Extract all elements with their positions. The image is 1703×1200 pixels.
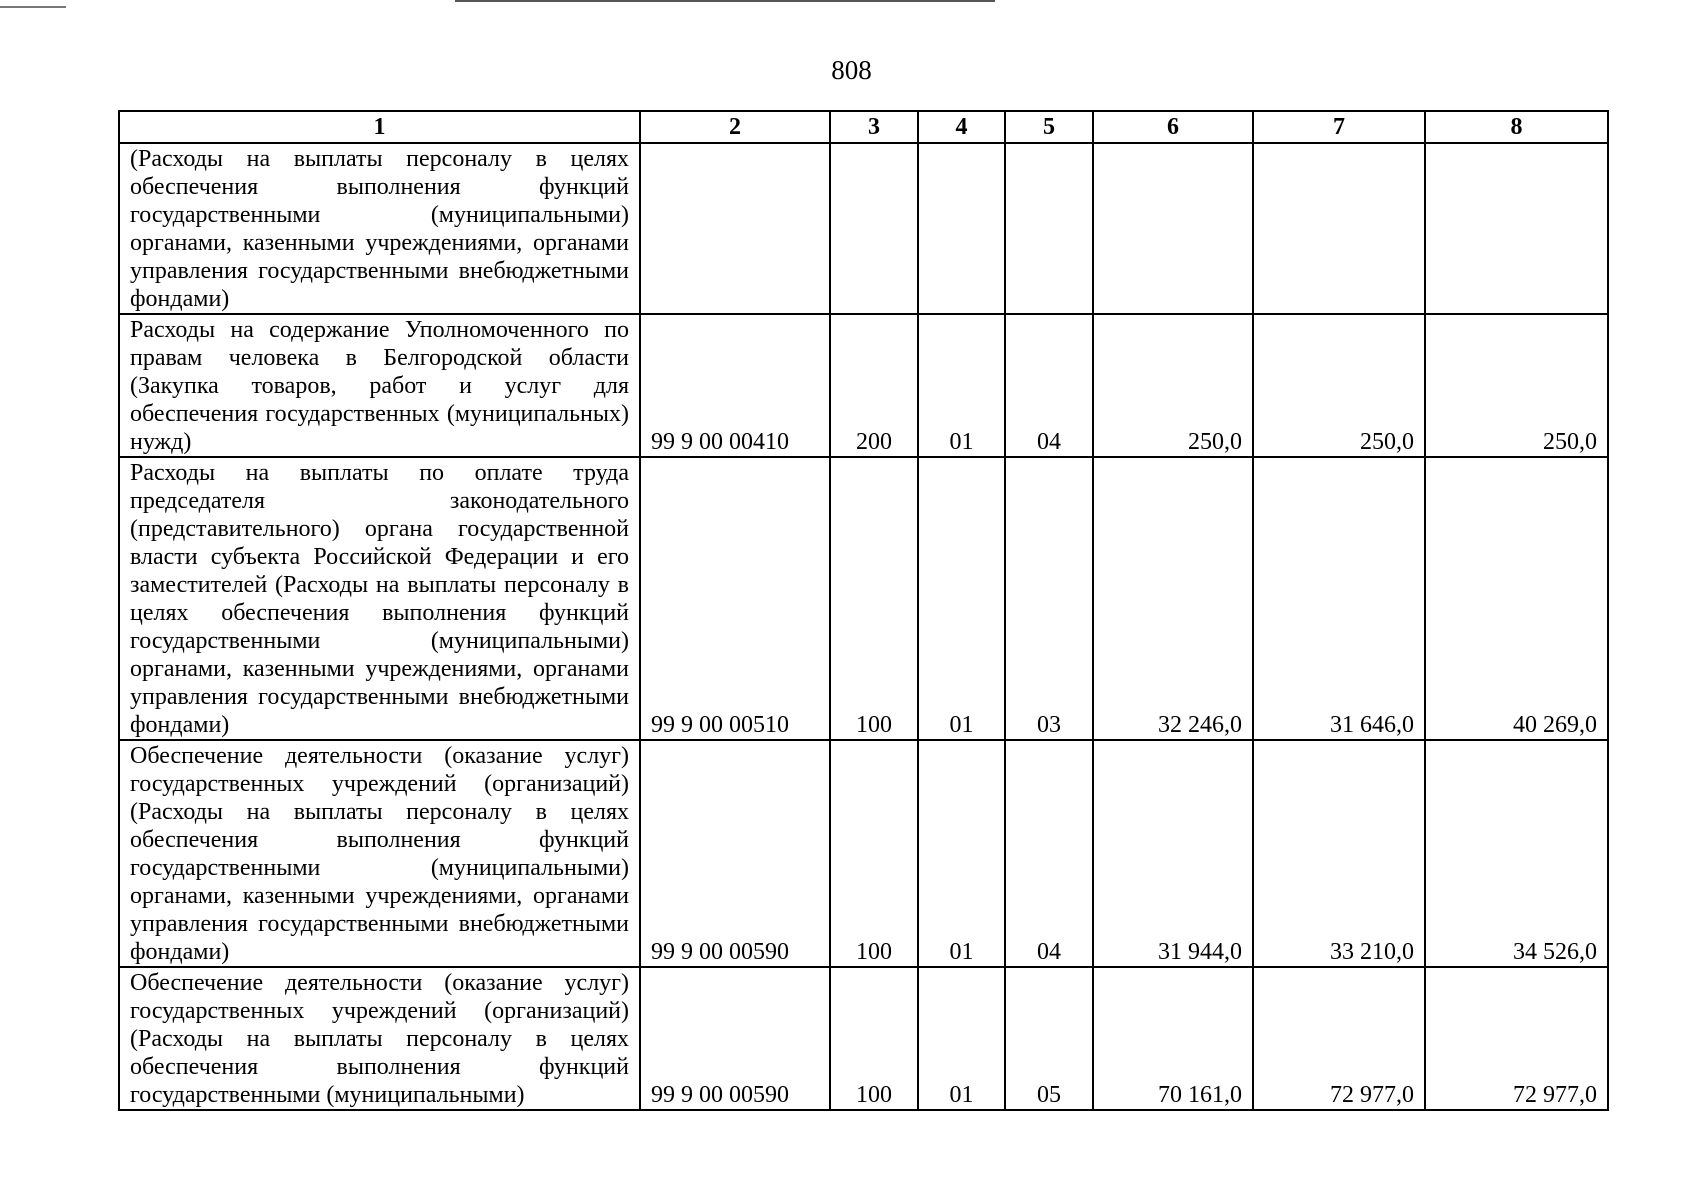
row-description: (Расходы на выплаты персоналу в целях обеспечения выполнения функций государственными (муниципальными) органами, казенными учреждениями, органами управления государственными внебюджетными фондами): [119, 143, 640, 314]
table-row: [119, 967, 1608, 1110]
row-expense-type: 100: [830, 740, 918, 967]
row-amount-col7: 31 646,0: [1253, 457, 1425, 740]
table-row: [119, 457, 1608, 740]
header-col-6: 6: [1093, 111, 1253, 143]
page-number: 808: [831, 55, 872, 85]
row-expense-type: 100: [830, 967, 918, 1110]
table-row: [119, 740, 1608, 967]
row-amount-col6: 250,0: [1093, 314, 1253, 457]
row-description: Обеспечение деятельности (оказание услуг) государственных учреждений (организаций) (Расходы на выплаты персоналу в целях обеспечения выполнения функций государственными (муниципальными): [119, 967, 640, 1110]
header-col-5: 5: [1005, 111, 1093, 143]
row-subsection: 04: [1005, 314, 1093, 457]
row-section: 01: [918, 457, 1005, 740]
scan-artifact-top: [455, 0, 995, 2]
header-col-7: 7: [1253, 111, 1425, 143]
row-subsection: 05: [1005, 967, 1093, 1110]
row-budget-code: [640, 143, 830, 314]
header-col-4: 4: [918, 111, 1005, 143]
row-amount-col7: [1253, 143, 1425, 314]
header-col-1: 1: [119, 111, 640, 143]
row-section: 01: [918, 314, 1005, 457]
row-budget-code: 99 9 00 00590: [640, 740, 830, 967]
row-section: 01: [918, 967, 1005, 1110]
row-budget-code: 99 9 00 00510: [640, 457, 830, 740]
row-subsection: 04: [1005, 740, 1093, 967]
row-budget-code: 99 9 00 00590: [640, 967, 830, 1110]
header-col-8: 8: [1425, 111, 1608, 143]
row-amount-col8: 34 526,0: [1425, 740, 1608, 967]
row-description: Расходы на содержание Уполномоченного по правам человека в Белгородской области (Закупка товаров, работ и услуг для обеспечения государственных (муниципальных) нужд): [119, 314, 640, 457]
row-section: [918, 143, 1005, 314]
table-row: [119, 314, 1608, 457]
row-amount-col7: 250,0: [1253, 314, 1425, 457]
row-budget-code: 99 9 00 00410: [640, 314, 830, 457]
row-amount-col7: 72 977,0: [1253, 967, 1425, 1110]
row-expense-type: [830, 143, 918, 314]
row-amount-col8: [1425, 143, 1608, 314]
row-amount-col6: 31 944,0: [1093, 740, 1253, 967]
row-amount-col7: 33 210,0: [1253, 740, 1425, 967]
row-expense-type: 100: [830, 457, 918, 740]
row-description: Расходы на выплаты по оплате труда председателя законодательного (представительного) органа государственной власти субъекта Российской Федерации и его заместителей (Расходы на выплаты персоналу в целях обеспечения выполнения функций государственными (муниципальными) органами, казенными учреждениями, органами управления государственными внебюджетными фондами): [119, 457, 640, 740]
row-amount-col8: 72 977,0: [1425, 967, 1608, 1110]
row-subsection: [1005, 143, 1093, 314]
row-expense-type: 200: [830, 314, 918, 457]
row-section: 01: [918, 740, 1005, 967]
row-description: Обеспечение деятельности (оказание услуг) государственных учреждений (организаций) (Расходы на выплаты персоналу в целях обеспечения выполнения функций государственными (муниципальными) органами, казенными учреждениями, органами управления государственными внебюджетными фондами): [119, 740, 640, 967]
row-amount-col8: 250,0: [1425, 314, 1608, 457]
table-header-row: [119, 111, 1608, 143]
budget-table: [118, 110, 1609, 1111]
table-row: [119, 143, 1608, 314]
row-amount-col6: 32 246,0: [1093, 457, 1253, 740]
row-subsection: 03: [1005, 457, 1093, 740]
header-col-2: 2: [640, 111, 830, 143]
row-amount-col8: 40 269,0: [1425, 457, 1608, 740]
row-amount-col6: [1093, 143, 1253, 314]
row-amount-col6: 70 161,0: [1093, 967, 1253, 1110]
header-col-3: 3: [830, 111, 918, 143]
scan-artifact-left: [0, 6, 66, 8]
